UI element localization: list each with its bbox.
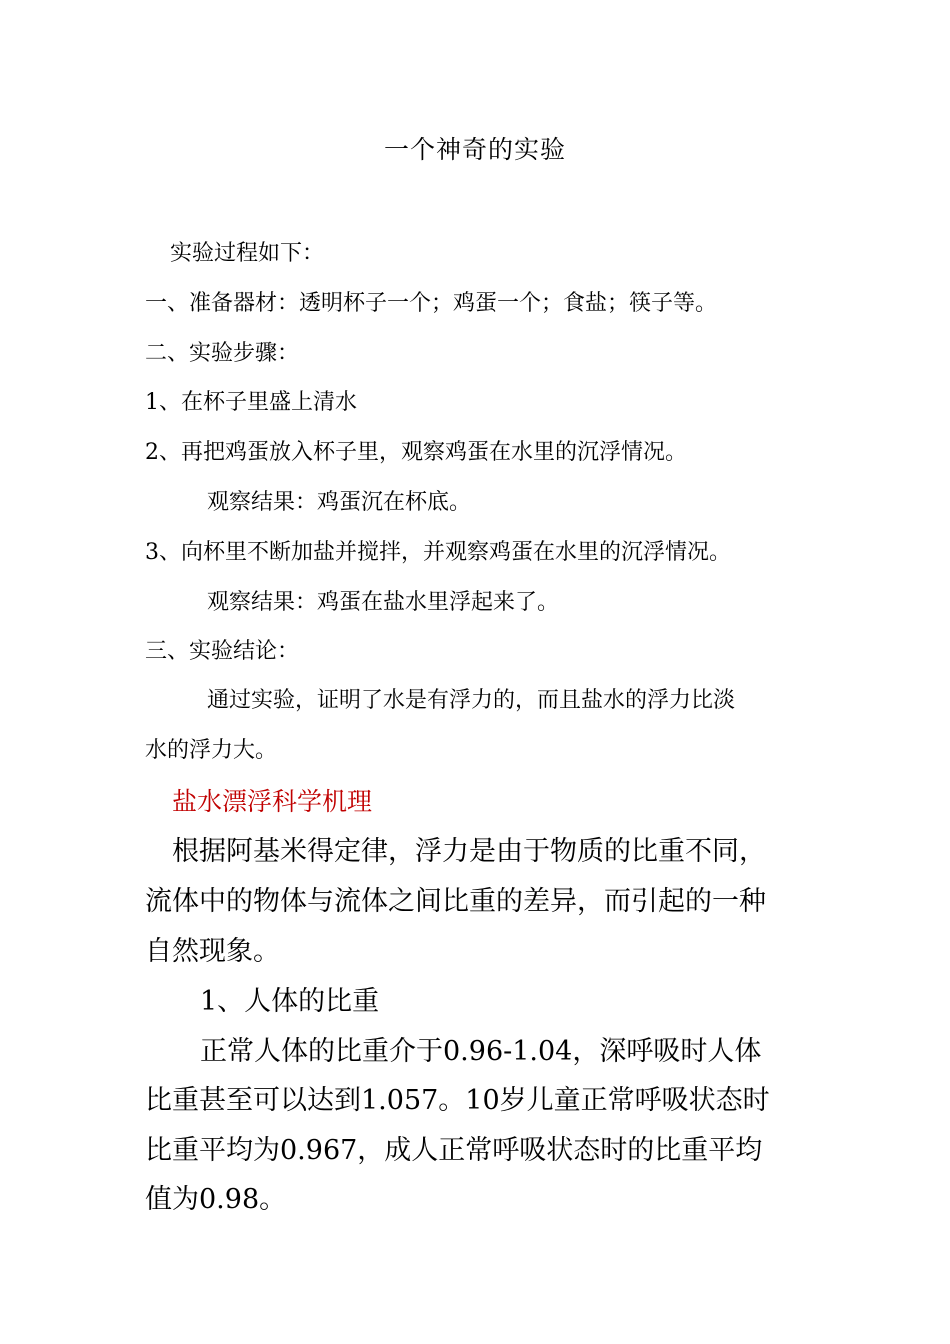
conclusion-line-2: 水的浮力大。 xyxy=(145,738,278,763)
step-2: 2、再把鸡蛋放入杯子里，观察鸡蛋在水里的沉浮情况。 xyxy=(145,440,687,465)
paragraph-1-line-1: 根据阿基米得定律，浮力是由于物质的比重不同， xyxy=(172,836,766,867)
paragraph-2-line-2: 比重甚至可以达到1.057。10岁儿童正常呼吸状态时 xyxy=(145,1085,770,1116)
observation-result-1: 观察结果：鸡蛋沉在杯底。 xyxy=(207,490,472,515)
section-materials: 一、准备器材：透明杯子一个；鸡蛋一个；食盐；筷子等。 xyxy=(145,291,718,316)
paragraph-1-line-3: 自然现象。 xyxy=(145,936,280,967)
section-heading-red: 盐水漂浮科学机理 xyxy=(172,787,373,816)
step-3: 3、向杯里不断加盐并搅拌，并观察鸡蛋在水里的沉浮情况。 xyxy=(145,540,731,565)
paragraph-2-line-4: 值为0.98。 xyxy=(145,1184,287,1215)
paragraph-2-line-1: 正常人体的比重介于0.96-1.04，深呼吸时人体 xyxy=(200,1036,762,1067)
conclusion-line-1: 通过实验，证明了水是有浮力的，而且盐水的浮力比淡 xyxy=(207,688,736,713)
intro-text: 实验过程如下： xyxy=(170,241,325,266)
paragraph-1-line-2: 流体中的物体与流体之间比重的差异，而引起的一种 xyxy=(145,886,766,917)
section-conclusion-heading: 三、实验结论： xyxy=(145,639,300,664)
step-1: 1、在杯子里盛上清水 xyxy=(145,390,357,415)
observation-result-2: 观察结果：鸡蛋在盐水里浮起来了。 xyxy=(207,590,560,615)
paragraph-2-line-3: 比重平均为0.967，成人正常呼吸状态时的比重平均 xyxy=(145,1135,763,1166)
section-steps-heading: 二、实验步骤： xyxy=(145,341,300,366)
document-title: 一个神奇的实验 xyxy=(383,135,566,164)
subheading-body-density: 1、人体的比重 xyxy=(200,986,380,1017)
